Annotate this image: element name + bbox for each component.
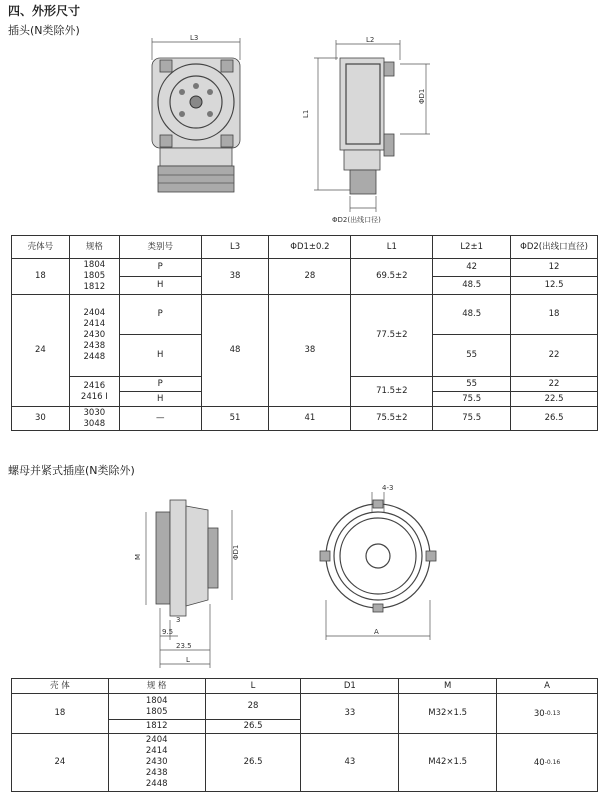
cell-d1: 28 [269,259,351,295]
cell-spec [69,377,119,407]
header-category: 类别号 [119,236,201,259]
spec-value: 2430 [83,330,106,340]
header-d1: ΦD1±0.2 [269,236,351,259]
cell-d1: 41 [269,407,351,431]
cell-a [497,734,598,792]
spec-value: 2404 [83,308,106,318]
cell-d1: 33 [301,694,399,734]
cell-a [497,694,598,734]
cell-shell: 18 [12,259,70,295]
cell-spec: 1812 [108,720,205,734]
header-d2: ΦD2(出线口直径) [511,236,598,259]
spec-value: 1812 [83,282,106,292]
cell-l2: 48.5 [433,295,511,335]
spec-value: 2448 [83,352,106,362]
cell-category: P [119,259,201,277]
cell-category: P [119,295,201,335]
spec-value: 2430 [145,757,168,767]
a-value: 40 [533,757,545,768]
dim-3: 3 [176,616,181,624]
cell-m: M42×1.5 [399,734,497,792]
cell-l1: 77.5±2 [351,295,433,377]
cell-l3: 38 [201,259,269,295]
cell-spec [69,407,119,431]
header-m: M [399,679,497,694]
cell-shell: 30 [12,407,70,431]
cell-d1: 43 [301,734,399,792]
cell-l2: 48.5 [433,277,511,295]
cell-category: P [119,377,201,392]
cell-m: M32×1.5 [399,694,497,734]
cell-spec [108,734,205,792]
cell-spec [69,295,119,377]
plug-dimension-table [11,235,598,431]
header-l3: L3 [201,236,269,259]
dim-m: M [134,553,142,560]
header-shell: 壳 体 [12,679,109,694]
header-spec: 规格 [69,236,119,259]
cell-d2: 18 [511,295,598,335]
dim-l: L [186,656,190,664]
cell-l2: 75.5 [433,392,511,407]
spec-value: 2414 [145,746,168,756]
dim-l3: L3 [190,34,199,42]
dim-4-3: 4-3 [382,484,394,492]
a-tolerance: -0.13 [544,709,561,717]
dim-socket-d1: ΦD1 [232,544,240,560]
spec-value: 2416 I [80,391,108,402]
cell-l1: 71.5±2 [351,377,433,407]
dim-d2: ΦD2(出线口径) [332,216,381,224]
spec-value: 3030 [83,407,106,418]
socket-dimension-table [11,678,598,792]
cell-d1: 38 [269,295,351,407]
cell-l: 26.5 [205,734,301,792]
spec-value: 1804 [145,695,168,706]
spec-value: 3048 [83,418,106,429]
header-spec: 规 格 [108,679,205,694]
spec-value: 2404 [145,735,168,745]
cell-l2: 55 [433,377,511,392]
dim-a: A [374,628,379,636]
dim-l2: L2 [366,36,375,44]
cell-l3: 48 [201,295,269,407]
spec-value: 2416 [83,380,106,391]
section-title: 四、外形尺寸 [8,4,81,18]
cell-d2: 22 [511,377,598,392]
a-value: 30 [533,708,545,719]
cell-category: — [119,407,201,431]
cell-spec [108,694,205,720]
cell-d2: 22.5 [511,392,598,407]
table-row [12,734,598,792]
cell-shell: 24 [12,734,109,792]
socket-side-view [134,500,240,668]
header-d1: D1 [301,679,399,694]
spec-value: 2438 [145,768,168,778]
header-l2: L2±1 [433,236,511,259]
spec-value: 1805 [145,706,168,717]
dim-9-5: 9.5 [162,628,174,636]
table-header-row [12,236,598,259]
cell-d2: 26.5 [511,407,598,431]
spec-value: 1804 [83,260,106,270]
cell-shell: 24 [12,295,70,407]
cell-shell: 18 [12,694,109,734]
cell-l2: 55 [433,335,511,377]
cell-l2: 42 [433,259,511,277]
header-shell: 壳体号 [12,236,70,259]
cell-d2: 12.5 [511,277,598,295]
spec-value: 2438 [83,341,106,351]
dim-l1: L1 [302,109,310,118]
header-a: A [497,679,598,694]
socket-front-view [320,484,436,640]
dim-23-5: 23.5 [176,642,192,650]
cell-d2: 22 [511,335,598,377]
plug-side-view [302,36,430,224]
cell-category: H [119,277,201,295]
cell-d2: 12 [511,259,598,277]
a-tolerance: -0.16 [544,758,561,766]
spec-value: 2448 [145,779,168,789]
spec-value: 1805 [83,271,106,281]
table-row [12,407,598,431]
cell-l2: 75.5 [433,407,511,431]
dim-d1: ΦD1 [418,88,426,104]
cell-l1: 75.5±2 [351,407,433,431]
cell-l: 26.5 [205,720,301,734]
cell-category: H [119,335,201,377]
plug-drawing [0,30,609,230]
spec-value: 2414 [83,319,106,329]
cell-category: H [119,392,201,407]
table-row [12,694,598,720]
plug-front-view [152,34,240,192]
cell-l3: 51 [201,407,269,431]
header-l1: L1 [351,236,433,259]
cell-l1: 69.5±2 [351,259,433,295]
plug-subtitle: 插头(N类除外) [8,24,80,37]
table-row [12,259,598,277]
cell-spec [69,259,119,295]
socket-drawing [0,475,609,675]
header-l: L [205,679,301,694]
table-row [12,295,598,335]
table-header-row [12,679,598,694]
socket-subtitle: 螺母并紧式插座(N类除外) [8,464,135,477]
cell-l: 28 [205,694,301,720]
